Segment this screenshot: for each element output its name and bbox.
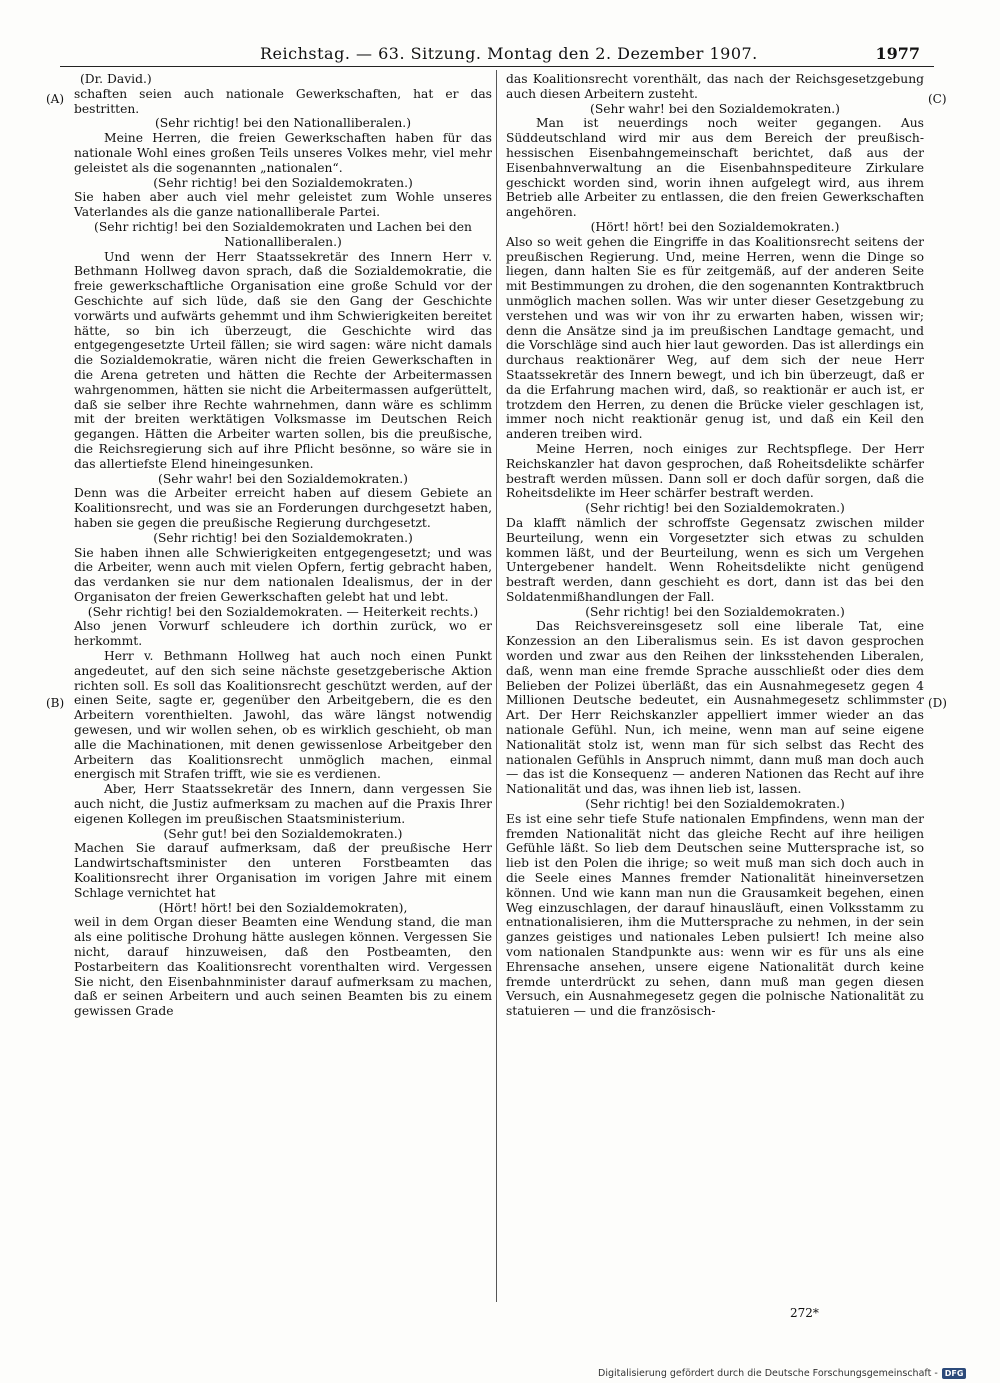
paragraph: Da klafft nämlich der schroffste Gegensatz zwischen milder Beurteilung, wenn ein Vorgesetzter sich etwas zu schulden kommen läßt, und der Beurteilung, wenn es sich um Vergehen Untergebener handelt. Wenn Roheitsdelikte nicht genügend bestraft werden, dann geschieht es dort, dann ist das bei den Soldatenmißhandlungen der Fall. (506, 515, 924, 604)
paragraph: Sie haben aber auch viel mehr geleistet zum Wohle unseres Vaterlandes als die ganze nationalliberale Partei. (74, 190, 492, 220)
interjection: (Sehr richtig! bei den Sozialdemokraten. — Heiterkeit rechts.) (87, 604, 479, 619)
footer-text: Digitalisierung gefördert durch die Deutsche Forschungsgemeinschaft - (598, 1368, 938, 1379)
margin-letter-c: (C) (928, 92, 947, 106)
paragraph: Also jenen Vorwurf schleudere ich dorthin zurück, wo er herkommt. (74, 619, 492, 649)
signature-mark: 272* (790, 1306, 819, 1320)
paragraph: Also so weit gehen die Eingriffe in das Koalitionsrecht seitens der preußischen Regierung. Und, meine Herren, wenn die Dinge so liegen, dann halten Sie es für zeitgemäß, auf der anderen Seite mit Bestimmungen zu drohen, die den sogenannten Kontraktbruch unmöglich machen sollen. Was wir unter dieser Gesetzgebung zu verstehen und was wir von ihr zu erwarten haben, wissen wir; denn die Ansätze sind ja im preußischen Landtage gemacht, und die Vorschläge sind auch hier laut geworden. Das ist allerdings ein durchaus reaktionärer Weg, auf dem sich der neue Herr Staatssekretär des Innern bewegt, und ich bin überzeugt, daß er da die Erfahrung machen wird, daß, so reaktionär er auch ist, er trotzdem den Herren, zu denen die Brücke vieler geschlagen ist, immer noch nicht reaktionär genug ist, und daß ein Keil den anderen treiben wird. (506, 234, 924, 442)
paragraph: Machen Sie darauf aufmerksam, daß der preußische Herr Landwirtschaftsminister den unteren Forstbeamten das Koalitionsrecht ihrer Organisation im vorigen Jahre mit einem Schlage vernichtet hat (74, 841, 492, 900)
interjection: (Sehr richtig! bei den Nationalliberalen.) (154, 116, 411, 131)
left-column (74, 72, 492, 1019)
paragraph: Herr v. Bethmann Hollweg hat auch noch einen Punkt angedeutet, auf den sich seine nächste gesetzgeberische Aktion richten soll. Es soll das Koalitionsrecht geschützt werden, auf der einen Seite, sagte er, gegenüber den Arbeitgebern, die es den Arbeitern vorenthielten. Jawohl, das wäre längst notwendig gewesen, und wir wollen sehen, ob es wirklich geschieht, ob man alle die Machinationen, mit denen gewissenlose Arbeitgeber den Arbeitern das Koalitionsrecht unmöglich machen, einmal energisch mit Strafen trifft, wie sie es verdienen. (74, 649, 492, 782)
digitization-footer (598, 1368, 966, 1379)
paragraph: Und wenn der Herr Staatssekretär des Innern Herr v. Bethmann Hollweg davon sprach, daß die Sozialdemokratie, die freie gewerkschaftliche Organisation eine große Schuld vor der Geschichte auf sich lüde, daß sie den Gang der Geschichte vorwärts und aufwärts gehemmt und ihm Schwierigkeiten bereitet hätte, so bin ich überzeugt, die Geschichte wird das entgegengesetzte Urteil fällen; sie wird sagen: wäre nicht damals die Sozialdemokratie, wären nicht die freien Gewerkschaften in die Arena getreten und hätten die Rechte der Arbeitermassen wahrgenommen, hätten sie nicht die Arbeitermassen aufgerüttelt, daß sie selber ihre Rechte wahrnehmen, dann wäre es schlimm mit der breiten werktätigen Volksmasse im Deutschen Reich gegangen. Hätten die Arbeiter warten sollen, bis die preußische, die Reichsregierung sich auf ihre Pflicht besönne, so wäre sie in das allertiefste Elend hineingesunken. (74, 249, 492, 471)
page-number: 1977 (875, 44, 920, 63)
paragraph: Meine Herren, die freien Gewerkschaften haben für das nationale Wohl eines großen Teils unseres Volkes mehr, viel mehr geleistet als die sogenannten „nationalen“. (74, 131, 492, 175)
paragraph: Aber, Herr Staatssekretär des Innern, dann vergessen Sie auch nicht, die Justiz aufmerksam zu machen auf die Praxis Ihrer eigenen Kollegen im preußischen Staatsministerium. (74, 782, 492, 826)
interjection: (Sehr richtig! bei den Sozialdemokraten und Lachen bei den Nationalliberalen.) (94, 219, 472, 249)
paragraph: Es ist eine sehr tiefe Stufe nationalen Empfindens, wenn man der fremden Nationalität nicht das gleiche Recht auf ihre heiligen Gefühle läßt. So lieb dem Deutschen seine Muttersprache ist, so lieb ist den Polen die ihrige; so weit muß man sich doch auch in die Seele eines Mannes fremder Nationalität hineinversetzen können. Und wie kann man nun die Grausamkeit begehen, einen Weg einzuschlagen, der darauf hinausläuft, einen Volksstamm zu entnationalisieren, ihm die Muttersprache zu nehmen, in der sein ganzes geistiges und nationales Leben pulsiert! Ich meine also vom nationalen Standpunkte aus: wenn wir es für uns als eine Ehrensache ansehen, unsere eigene Nationalität durch keine fremde unterdrückt zu sehen, dann muß man gegen diesen Versuch, ein Ausnahmegesetz gegen die polnische Nationalität zu statuieren — und die französisch- (506, 811, 924, 1019)
interjection: (Sehr richtig! bei den Sozialdemokraten.) (153, 175, 413, 190)
paragraph: schaften seien auch nationale Gewerkschaften, hat er das bestritten. (74, 86, 492, 116)
interjection: (Sehr richtig! bei den Sozialdemokraten.) (585, 501, 845, 516)
dfg-logo-icon: DFG (942, 1368, 967, 1379)
page-header (60, 40, 940, 68)
interjection: (Hört! hört! bei den Sozialdemokraten.) (590, 219, 840, 234)
right-column (506, 72, 924, 1019)
interjection: (Sehr gut! bei den Sozialdemokraten.) (163, 826, 403, 841)
speaker-label: (Dr. David.) (80, 72, 152, 86)
interjection: (Sehr wahr! bei den Sozialdemokraten.) (158, 471, 408, 486)
margin-letter-b: (B) (46, 696, 65, 710)
interjection: (Hört! hört! bei den Sozialdemokraten), (158, 900, 408, 915)
page-title: Reichstag. — 63. Sitzung. Montag den 2. Dezember 1907. (260, 44, 758, 63)
interjection: (Sehr richtig! bei den Sozialdemokraten.) (585, 604, 845, 619)
column-divider (496, 70, 497, 1302)
paragraph: Man ist neuerdings noch weiter gegangen. Aus Süddeutschland wird mir aus dem Bereich der preußisch-hessischen Eisenbahngemeinschaft berichtet, daß aus der Eisenbahnverwaltung an die Eisenbahnspediteure Zirkulare geschickt worden sind, worin ihnen aufgelegt wird, aus ihrem Betrieb alle Arbeiter zu entlassen, die den freien Gewerkschaften angehören. (506, 116, 924, 220)
paragraph: Meine Herren, noch einiges zur Rechtspflege. Der Herr Reichskanzler hat davon gesprochen, daß Roheitsdelikte schärfer bestraft werden müssen. Dann soll er doch dafür sorgen, daß die Roheitsdelikte im Heer schärfer bestraft werden. (506, 441, 924, 501)
paragraph: Denn was die Arbeiter erreicht haben auf diesem Gebiete an Koalitionsrecht, und was sie an Forderungen durchgesetzt haben, haben sie gegen die preußische Regierung durchgesetzt. (74, 486, 492, 530)
margin-letter-a: (A) (46, 92, 65, 106)
paragraph: das Koalitionsrecht vorenthält, das nach der Reichsgesetzgebung auch diesen Arbeitern zusteht. (506, 72, 924, 101)
paragraph: Das Reichsvereinsgesetz soll eine liberale Tat, eine Konzession an den Liberalismus sein. Es ist davon gesprochen worden und zwar aus den Reihen der linksstehenden Liberalen, daß, wenn man eine fremde Sprache ausschließt oder dies dem Belieben der Polizei überläßt, das ein Ausnahmegesetz gegen 4 Millionen Deutsche bedeutet, ein Ausnahmegesetz schlimmster Art. Der Herr Reichskanzler appelliert immer wieder an das nationale Gefühl. Nun, ich meine, wenn man auf seine eigene Nationalität stolz ist, wenn man für sich selbst das Recht des nationalen Gefühls in Anspruch nimmt, dann muß man doch auch — das ist die Konsequenz — anderen Nationen das Recht auf ihre Nationalität und das, was ihnen lieb ist, lassen. (506, 619, 924, 797)
header-rule (60, 66, 934, 67)
margin-letter-d: (D) (928, 696, 947, 710)
paragraph: Sie haben ihnen alle Schwierigkeiten entgegengesetzt; und was die Arbeiter, wenn auch mit vielen Opfern, fertig gebracht haben, das verdanken sie nur dem nationalen Idealismus, der in der Organisaton der freien Gewerkschaften gelebt hat und lebt. (74, 545, 492, 604)
paragraph: weil in dem Organ dieser Beamten eine Wendung stand, die man als eine politische Drohung hätte auslegen können. Vergessen Sie nicht, darauf hinzuweisen, daß den Postbeamten, den Postarbeitern das Koalitionsrecht vorenthalten wird. Vergessen Sie nicht, den Eisenbahnminister darauf aufmerksam zu machen, daß er seinen Arbeitern und auch seinen Beamten bis zu einem gewissen Grade (74, 915, 492, 1019)
interjection: (Sehr richtig! bei den Sozialdemokraten.) (153, 530, 413, 545)
interjection: (Sehr richtig! bei den Sozialdemokraten.) (585, 797, 845, 812)
interjection: (Sehr wahr! bei den Sozialdemokraten.) (590, 101, 840, 116)
